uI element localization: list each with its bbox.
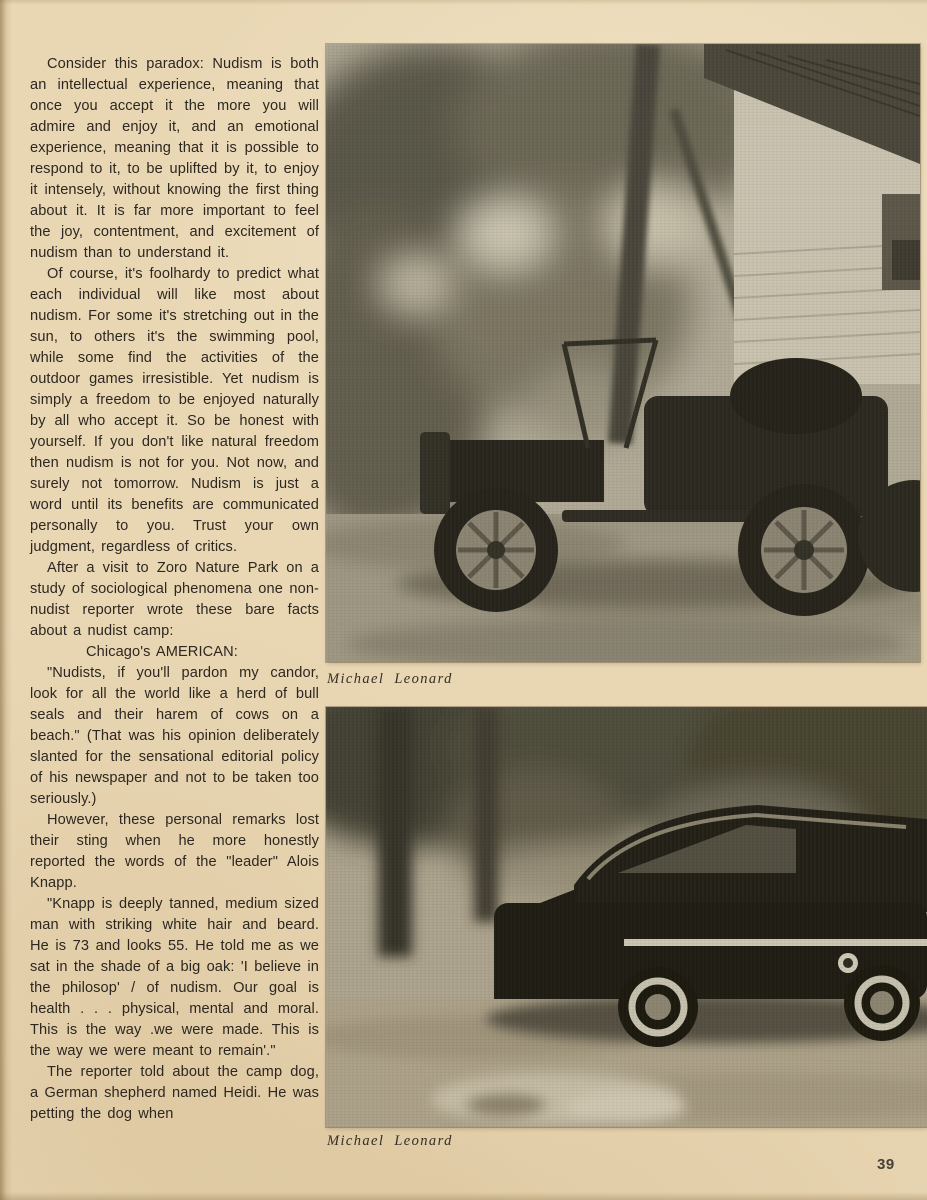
article-paragraph: Of course, it's foolhardy to predict what each individual will like most about nudism. For some it's stretching out in the sun, to others it's the swimming pool, while some find the activities of the outdoor games irresistible. Yet nudism is simply a freedom to be enjoyed naturally by all who accept it. So be honest with yourself. If you don't like natural freedom then nudism is not for you. Not now, and surely not tomorrow. Nudism is just a word until its benefits are communicated personally to you. Trust your own judgment, regardless of critics. [30, 266, 319, 555]
front-wheel-shape [434, 488, 558, 612]
chrome-stripe-shape [624, 939, 927, 946]
photo-top-caption: Michael Leonard [327, 671, 453, 687]
page-top-edge [0, 0, 927, 5]
page-bottom-edge [0, 1192, 927, 1200]
photo-bottom-caption: Michael Leonard [327, 1133, 453, 1149]
page-number: 39 [877, 1156, 895, 1173]
house-shape [704, 44, 920, 384]
photo-bottom [326, 707, 927, 1127]
article-paragraph-source-line: Chicago's AMERICAN: [86, 644, 238, 660]
photo-top-image [326, 44, 920, 662]
rear-wheel-shape [618, 967, 698, 1047]
front-wheel-shape [844, 965, 920, 1041]
article-paragraph: After a visit to Zoro Nature Park on a study of sociological phenomena one non-nudist reporter wrote these bare facts about a nudist camp: [30, 560, 319, 639]
page-binding-edge [0, 0, 12, 1200]
photo-top [326, 44, 920, 662]
article-paragraph: The reporter told about the camp dog, a German shepherd named Heidi. He was petting the dog when [30, 1064, 319, 1122]
article-paragraph: "Nudists, if you'll pardon my candor, look for all the world like a herd of bull seals and their harem of cows on a beach." (That was his opinion deliberately slanted for the sensational editorial policy of his newspaper and not to be taken too seriously.) [30, 665, 319, 807]
rear-wheel-shape [738, 484, 870, 616]
article-paragraph: "Knapp is deeply tanned, medium sized man with striking white hair and beard. He is 73 and looks 55. He told me as we sat in the shade of a big oak: 'I believe in the philosop' / of nudism. Our goal is health . . . physical, mental and moral. This is the way .we were made. This is the way we were meant to remain'." [30, 896, 319, 1059]
article-paragraph: However, these personal remarks lost their sting when he more honestly reported the words of the "leader" Alois Knapp. [30, 812, 319, 891]
photo-bottom-image [326, 707, 927, 1127]
article-paragraph: Consider this paradox: Nudism is both an intellectual experience, meaning that once you accept it the more you will admire and enjoy it, and an emotional experience, meaning that it is possible to respond to it, to be uplifted by it, to enjoy it intensely, without knowing the first thing about it. It is far more important to feel the joy, contentment, and excitement of nudism than to understand it. [30, 56, 319, 261]
article-text-column [30, 54, 319, 1125]
